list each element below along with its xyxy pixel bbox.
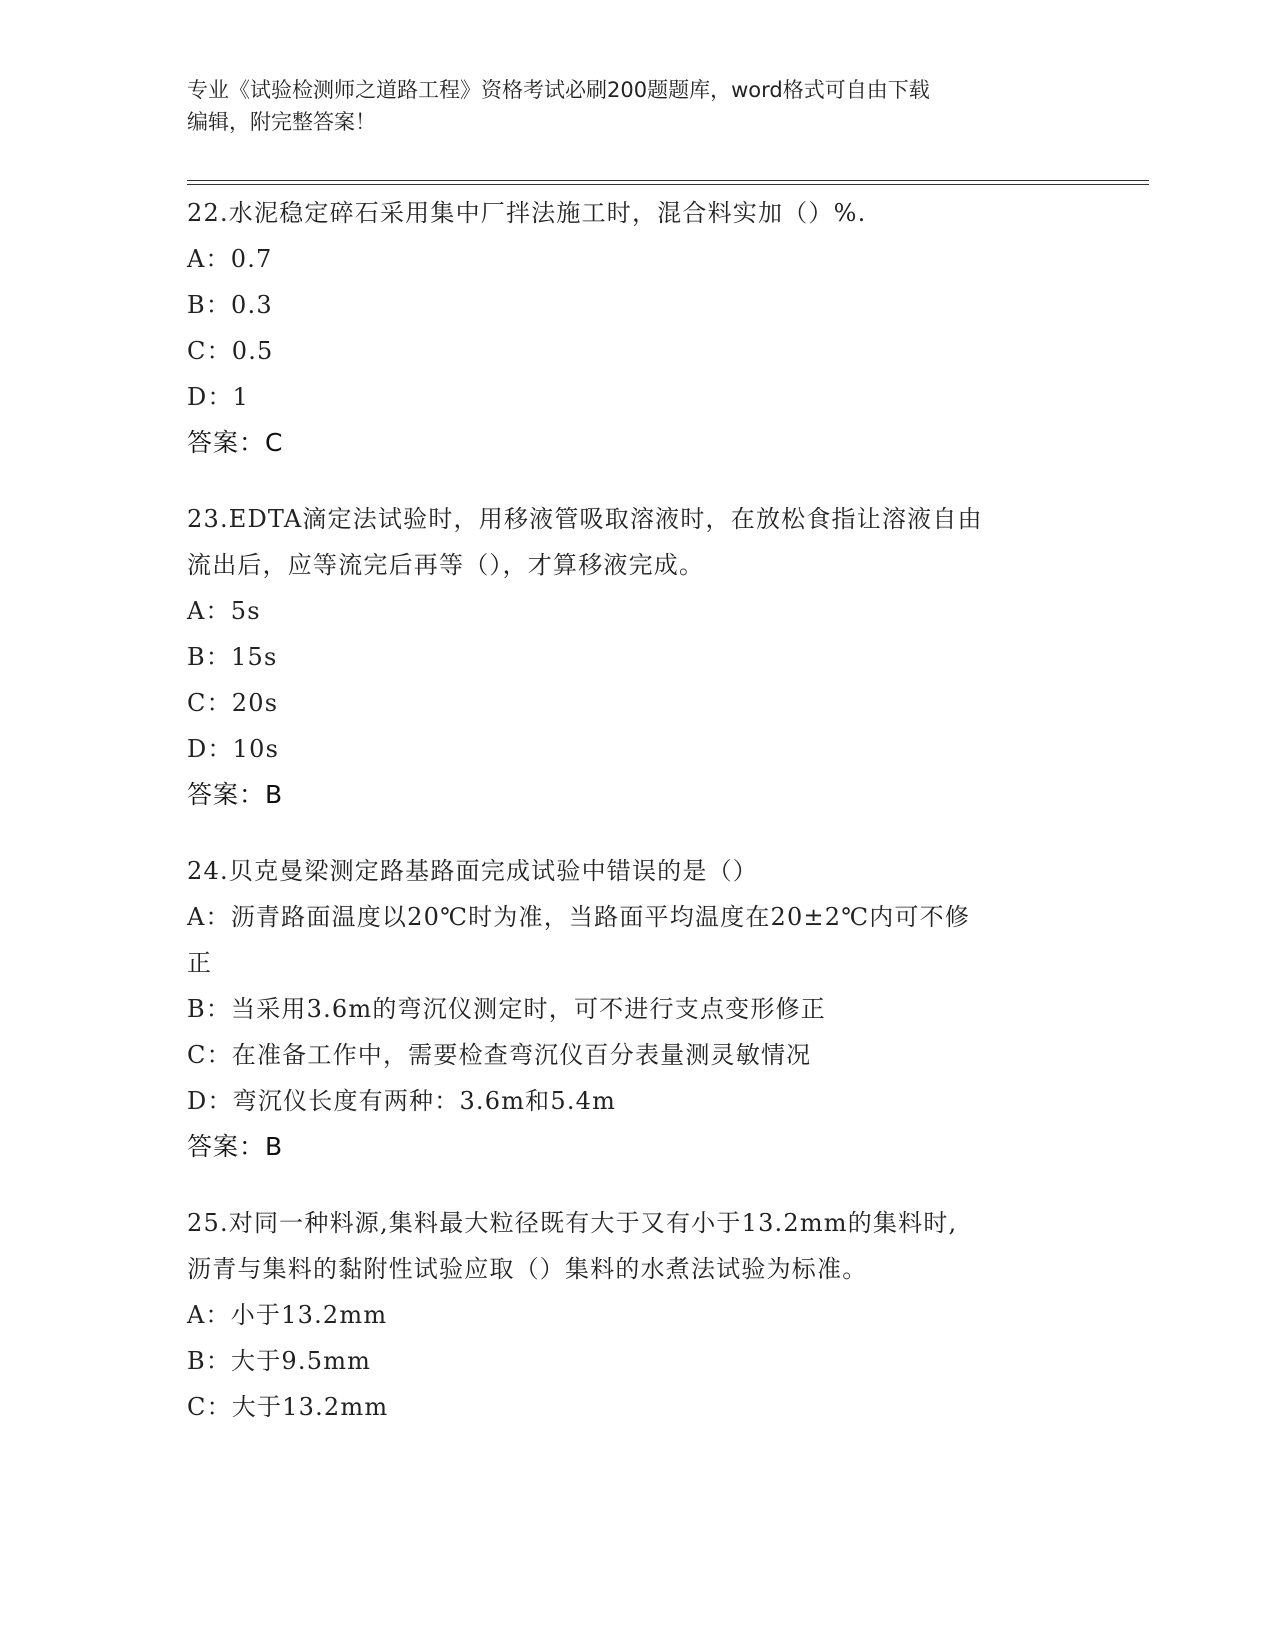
answer-line: 答案：B (187, 780, 284, 809)
option-c: C：大于13.2mm (187, 1393, 389, 1421)
option-d: D：10s (187, 735, 280, 763)
option-d: D：弯沉仪长度有两种：3.6m和5.4m (187, 1087, 617, 1115)
option-a-continued: 正 (187, 949, 213, 977)
answer-line: 答案：B (187, 1132, 284, 1161)
header-line-1: 专业《试验检测师之道路工程》资格考试必刷200题题库，word格式可自由下载 (187, 78, 930, 102)
question-list (187, 190, 1087, 1460)
question-22 (187, 190, 1087, 466)
header-divider-bottom (187, 184, 1149, 185)
question-23 (187, 496, 1087, 818)
question-25 (187, 1200, 1087, 1430)
option-d: D：1 (187, 383, 250, 411)
question-stem: 23.EDTA滴定法试验时，用移液管吸取溶液时，在放松食指让溶液自由 (187, 505, 983, 533)
question-stem: 24.贝克曼梁测定路基路面完成试验中错误的是（） (187, 857, 758, 885)
question-stem-continued: 沥青与集料的黏附性试验应取（）集料的水煮法试验为标准。 (187, 1255, 868, 1283)
option-c: C：0.5 (187, 337, 274, 365)
header-line-2: 编辑，附完整答案！ (187, 110, 376, 134)
option-c: C：20s (187, 689, 279, 717)
question-stem: 25.对同一种料源,集料最大粒径既有大于又有小于13.2mm的集料时, (187, 1209, 958, 1237)
header-divider-top (187, 180, 1149, 181)
document-header (187, 74, 1087, 138)
option-b: B：当采用3.6m的弯沉仪测定时，可不进行支点变形修正 (187, 995, 826, 1023)
question-stem: 22.水泥稳定碎石采用集中厂拌法施工时，混合料实加（）%. (187, 199, 867, 227)
option-c: C：在准备工作中，需要检查弯沉仪百分表量测灵敏情况 (187, 1041, 812, 1069)
option-a: A：0.7 (187, 245, 273, 273)
option-b: B：15s (187, 643, 278, 671)
question-stem-continued: 流出后，应等流完后再等（），才算移液完成。 (187, 551, 705, 579)
answer-line: 答案：C (187, 428, 284, 457)
option-b: B：0.3 (187, 291, 273, 319)
question-24 (187, 848, 1087, 1170)
option-a: A：小于13.2mm (187, 1301, 388, 1329)
option-b: B：大于9.5mm (187, 1347, 372, 1375)
option-a: A：5s (187, 597, 261, 625)
option-a: A：沥青路面温度以20℃时为准，当路面平均温度在20±2℃内可不修 (187, 903, 971, 931)
